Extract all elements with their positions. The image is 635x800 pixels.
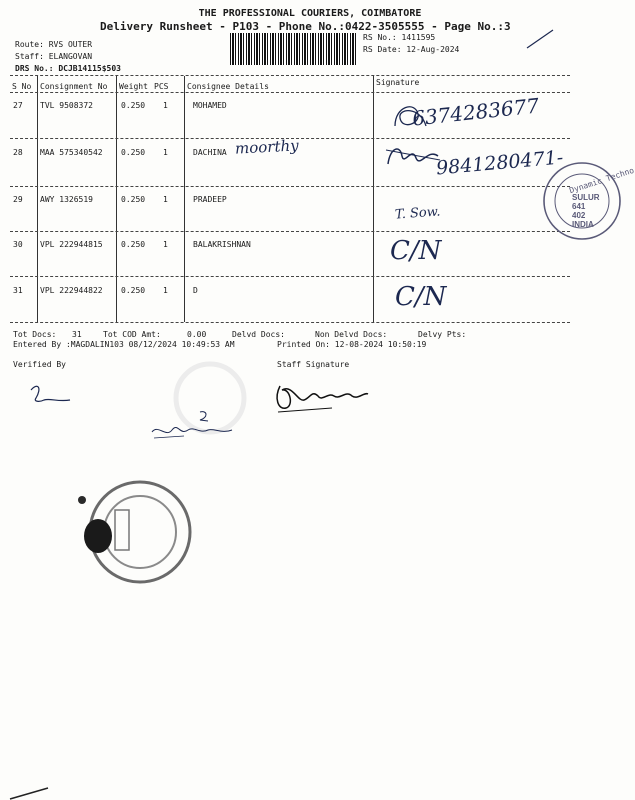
staff-label: Staff: ELANGOVAN xyxy=(15,52,93,61)
tot-cod-value: 0.00 xyxy=(187,330,207,339)
header-rule xyxy=(10,92,570,93)
row-sno: 27 xyxy=(13,101,23,110)
entered-by: Entered By :MAGDALIN103 08/12/2024 10:49:53 AM xyxy=(13,340,235,349)
row-consignee: DACHINA xyxy=(193,148,227,157)
row-weight: 0.250 xyxy=(121,101,146,110)
row-rule xyxy=(10,231,570,232)
row-consignment: TVL 9508372 xyxy=(40,101,93,110)
delvy-pts-label: Delvy Pts: xyxy=(418,330,467,339)
table-top-rule xyxy=(10,75,570,76)
staff-signature-label: Staff Signature xyxy=(277,360,350,369)
row-weight: 0.250 xyxy=(121,148,146,157)
row-signature: 9841280471- xyxy=(435,146,565,180)
row-weight: 0.250 xyxy=(121,286,146,295)
row-consignee: PRADEEP xyxy=(193,195,227,204)
row-rule xyxy=(10,276,570,277)
row-pcs: 1 xyxy=(163,240,168,249)
company-title: THE PROFESSIONAL COURIERS, COIMBATORE xyxy=(198,8,422,19)
non-delvd-docs-label: Non Delvd Docs: xyxy=(315,330,388,339)
col-header-pcs: PCS xyxy=(154,82,169,91)
drs-number: DRS No.: DCJB14115$503 xyxy=(15,64,121,73)
col-divider xyxy=(116,76,117,322)
row-weight: 0.250 xyxy=(121,195,146,204)
row-consignee: D xyxy=(193,286,198,295)
row-consignment: AWY 1326519 xyxy=(40,195,93,204)
stamp-text: SULUR 641 402 INDIA xyxy=(572,193,600,229)
row-signature: C/N xyxy=(390,236,442,266)
rs-number: RS No.: 1411595 xyxy=(363,33,436,42)
signature-scribble xyxy=(382,138,442,172)
printed-on: Printed On: 12-08-2024 10:50:19 xyxy=(277,340,427,349)
stamp-top-text: Dynamic Techno xyxy=(568,165,635,196)
barcode xyxy=(230,33,358,65)
row-pcs: 1 xyxy=(163,195,168,204)
row-pcs: 1 xyxy=(163,148,168,157)
staff-signature xyxy=(272,378,372,418)
row-sno: 29 xyxy=(13,195,23,204)
route-label: Route: RVS OUTER xyxy=(15,40,93,49)
row-consignment: VPL 222944822 xyxy=(40,286,103,295)
row-sno: 30 xyxy=(13,240,23,249)
tot-cod-label: Tot COD Amt: xyxy=(103,330,161,339)
row-consignment: MAA 575340542 xyxy=(40,148,103,157)
row-signature: C/N xyxy=(395,282,447,312)
tot-docs-label: Tot Docs: xyxy=(13,330,57,339)
row-rule xyxy=(10,186,570,187)
row-sno: 28 xyxy=(13,148,23,157)
col-header-consignment: Consignment No xyxy=(40,82,108,91)
col-divider xyxy=(373,76,374,322)
row-sno: 31 xyxy=(13,286,23,295)
col-header-signature: Signature xyxy=(376,78,420,87)
tot-docs-value: 31 xyxy=(72,330,82,339)
row-weight: 0.250 xyxy=(121,240,146,249)
row-consignment: VPL 222944815 xyxy=(40,240,103,249)
row-pcs: 1 xyxy=(163,101,168,110)
verified-by-label: Verified By xyxy=(13,360,66,369)
verifier-signature xyxy=(28,380,73,410)
pen-mark xyxy=(525,28,555,50)
col-header-weight: Weight xyxy=(119,82,148,91)
courier-rubber-stamp xyxy=(70,478,200,588)
corner-mark xyxy=(10,786,50,800)
secondary-signature xyxy=(148,408,238,444)
row-consignee: BALAKRISHNAN xyxy=(193,240,251,249)
col-header-sno: S No xyxy=(12,82,32,91)
col-header-consignee: Consignee Details xyxy=(187,82,269,91)
table-bottom-rule xyxy=(10,322,570,323)
col-divider xyxy=(37,76,38,322)
row-consignee: MOHAMED xyxy=(193,101,227,110)
rs-date: RS Date: 12-Aug-2024 xyxy=(363,45,460,54)
row-signature: T. Sow. xyxy=(394,204,441,223)
col-divider xyxy=(184,76,185,322)
runsheet-title: Delivery Runsheet - P103 - Phone No.:0422-3505555 - Page No.:3 xyxy=(100,20,511,33)
row-handwritten-name: moorthy xyxy=(234,136,300,158)
delvd-docs-label: Delvd Docs: xyxy=(232,330,285,339)
row-pcs: 1 xyxy=(163,286,168,295)
signature-scribble xyxy=(390,96,430,136)
row-signature: 6374283677 xyxy=(411,93,541,131)
